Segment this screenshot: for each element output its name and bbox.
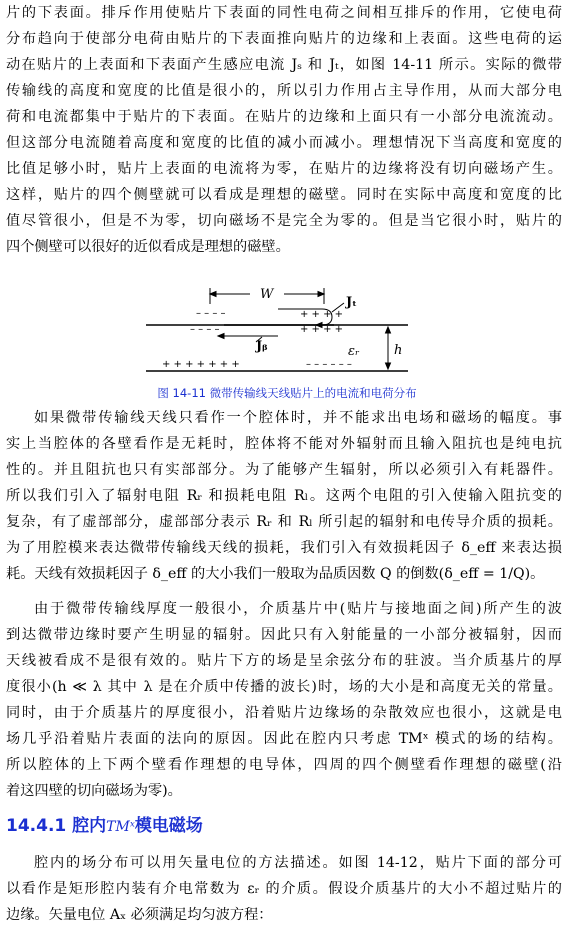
arrowhead — [210, 292, 216, 297]
section-title-part: 模电磁场 — [134, 816, 203, 836]
text-line: 耗。天线有效损耗因子 δ_eff 的大小我们一般取为品质因数 Q 的倒数(δ_eff = 1/Q)。 — [6, 566, 545, 582]
text-line: 这样，贴片的四个侧壁就可以看成是理想的磁壁。同时在实际中高度和宽度的比 — [6, 187, 562, 203]
text-line: 复杂，有了虚部部分，虚部部分表示 Rᵣ 和 Rₗ 所引起的辐射和电传导介质的损耗。 — [6, 514, 562, 530]
charge-row-ground-right: – – – – – – — [306, 359, 352, 370]
figure-caption: 图 14-11 微带传输线天线贴片上的电流和电荷分布 — [157, 386, 417, 400]
text-line: 所以腔体的上下两个壁看作理想的电导体，四周的四个侧壁看作理想的磁壁(沿 — [6, 757, 562, 773]
figure-current-charge-distribution — [138, 282, 418, 382]
text-line: 但这部分电流随着高度和宽度的比值的减小而减小。理想情况下当高度和宽度的 — [6, 135, 562, 151]
section-number: 14.4.1 — [6, 816, 67, 836]
charge-row-ground-left: + + + + + + + — [162, 359, 240, 370]
label-jb: Jᵦ — [256, 339, 268, 354]
text-line: 传输线的高度和宽度的比值是很小的，所以引力作用占主导作用，从而大部分电 — [6, 83, 562, 99]
text-line: 同时，由于介质基片的厚度很小，沿着贴片边缘场的杂散效应也很小，这就是电 — [6, 705, 562, 721]
section-heading — [6, 812, 203, 841]
text-line: 性的。并且阻抗也只有实部部分。为了能够产生辐射，所以必须引入有耗器件。 — [6, 462, 562, 478]
text-line: 边缘。矢量电位 Aₓ 必须满足均匀波方程： — [6, 907, 273, 923]
charge-row-lower-right: + + + + — [300, 324, 344, 335]
text-line: 分布趋向于使部分电荷由贴片的下表面推向贴片的边缘和上表面。这些电荷的运 — [6, 31, 562, 47]
text-line: 到达微带边缘时要产生明显的辐射。因此只有入射能量的一小部分被辐射，因而 — [6, 627, 562, 643]
arrowhead — [386, 363, 391, 369]
text-line: 场几乎沿着贴片表面的法向的原因。因此在腔内只考虑 TMˣ 模式的场的结构。 — [6, 731, 562, 747]
charge-row-upper-right: + + + + — [300, 309, 344, 320]
text-line: 天线被看成不是很有效的。贴片下方的场是呈余弦分布的驻波。当介质基片的厚 — [6, 653, 562, 669]
label-epsilon-r: εᵣ — [348, 344, 360, 359]
text-line: 所以我们引入了辐射电阻 Rᵣ 和损耗电阻 Rₗ。这两个电阻的引入使输入阻抗变的 — [6, 488, 562, 504]
text-line: 以看作是矩形腔内装有介电常数为 εᵣ 的介质。假设介质基片的大小不超过贴片的 — [6, 881, 562, 897]
text-line: 腔内的场分布可以用矢量电位的方法描述。如图 14-12，贴片下面的部分可 — [34, 855, 562, 871]
text-line: 片的下表面。排斥作用使贴片下表面的同性电荷之间相互排斥的作用，它使电荷 — [6, 5, 562, 21]
text-line: 比值足够小时，贴片上表面的电流将为零，在贴片的边缘将没有切向磁场产生。 — [6, 161, 562, 177]
text-line: 动在贴片的上表面和下表面产生感应电流 Jₛ 和 Jₜ，如图 14-11 所示。实际的微带 — [6, 57, 562, 73]
text-line: 由于微带传输线厚度一般很小，介质基片中(贴片与接地面之间)所产生的波 — [34, 601, 562, 617]
text-line: 着这四壁的切向磁场为零)。 — [6, 783, 182, 799]
section-title-part: 腔内 — [72, 816, 107, 836]
charge-row-lower-left: – – – – — [190, 324, 220, 335]
label-w: W — [260, 287, 274, 302]
text-line: 荷和电流都集中于贴片的下表面。在贴片的边缘和上面只有一小部分电流流动。 — [6, 109, 562, 125]
text-line: 为了用腔模来表达微带传输线天线的损耗，我们引入有效损耗因子 δ_eff 来表达损 — [6, 540, 562, 556]
text-line: 值尽管很小，但是不为零，切向磁场不是完全为零的。但是当它很小时，贴片的 — [6, 213, 562, 229]
label-jt: Jₜ — [346, 295, 357, 310]
label-h: h — [394, 343, 403, 358]
text-line: 实上当腔体的各壁看作是无耗时，腔体将不能对外辐射而且输入阻抗也是纯电抗 — [6, 436, 562, 452]
text-line: 如果微带传输线天线只看作一个腔体时，并不能求出电场和磁场的幅度。事 — [34, 410, 562, 426]
text-line: 度很小(h ≪ λ 其中 λ 是在介质中传播的波长)时，场的大小是和高度无关的常量。 — [6, 679, 562, 695]
section-title-tm: TMˣ — [106, 819, 135, 835]
charge-row-upper-left: – – – – — [196, 308, 226, 319]
arrowhead — [386, 327, 391, 333]
text-line: 四个侧壁可以很好的近似看成是理想的磁壁。 — [6, 239, 290, 255]
arrowhead — [318, 292, 324, 297]
